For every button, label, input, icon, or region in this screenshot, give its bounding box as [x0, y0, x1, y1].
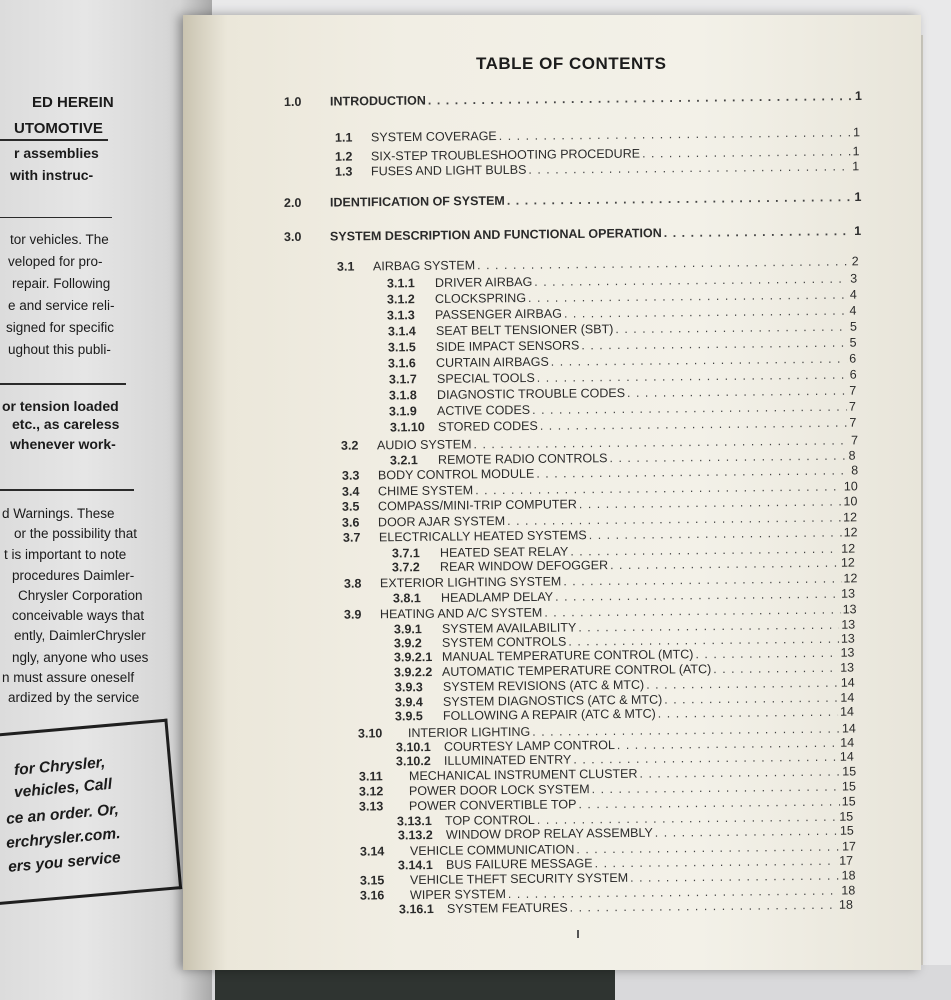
left-text-line: signed for specific — [6, 320, 115, 335]
toc-entry-label: FUSES AND LIGHT BULBS — [371, 162, 527, 179]
toc-leader-dots — [646, 676, 839, 692]
toc-entry-number: 3.12 — [358, 784, 384, 799]
toc-entry-page: 14 — [840, 675, 855, 690]
toc-entry-page: 17 — [839, 853, 854, 868]
toc-leader-dots — [664, 224, 853, 240]
left-text-line: whenever work- — [10, 436, 116, 452]
toc-entry-number: 3.10.2 — [396, 754, 432, 769]
toc-leader-dots — [695, 646, 838, 661]
toc-leader-dots — [654, 824, 837, 840]
left-text-line: veloped for pro- — [8, 254, 103, 269]
toc-entry-label: STORED CODES — [437, 418, 538, 434]
toc-entry-number: 3.1.2 — [386, 292, 415, 307]
toc-entry-label: SYSTEM DESCRIPTION AND FUNCTIONAL OPERATION — [329, 226, 662, 244]
toc-entry-label: DRIVER AIRBAG — [434, 274, 533, 290]
toc-entry-page: 7 — [849, 383, 857, 398]
left-text-line: ED HEREIN — [32, 94, 114, 111]
toc-entry-page: 5 — [849, 335, 857, 350]
toc-entry-number: 3.9.3 — [394, 680, 423, 695]
toc-entry-label: WIPER SYSTEM — [409, 887, 506, 903]
left-text-line: ently, DaimlerChrysler — [14, 628, 146, 643]
toc-entry-number: 3.9.2.1 — [394, 650, 433, 665]
toc-leader-dots — [570, 898, 838, 915]
toc-entry-label: MECHANICAL INSTRUMENT CLUSTER — [408, 766, 638, 784]
left-text-line: t is important to note — [4, 547, 127, 562]
toc-entry-page: 1 — [852, 125, 860, 140]
toc-entry-label: INTERIOR LIGHTING — [408, 724, 531, 741]
toc-entry-number: 2.0 — [283, 195, 302, 211]
left-text-line: for Chrysler, — [13, 754, 106, 779]
toc-entry-page: 7 — [848, 415, 857, 430]
toc-entry-label: CLOCKSPRING — [434, 291, 527, 306]
toc-entry-number: 1.0 — [283, 94, 302, 110]
left-text-line: ughout this publi- — [8, 342, 111, 357]
toc-entry-label: POWER CONVERTIBLE TOP — [409, 797, 577, 814]
left-text-line: ngly, anyone who uses — [12, 650, 149, 665]
toc-entry-label: MANUAL TEMPERATURE CONTROL (MTC) — [442, 647, 694, 664]
toc-entry-label: SIX-STEP TROUBLESHOOTING PROCEDURE — [371, 146, 641, 164]
toc-entry-number: 3.1.8 — [388, 388, 417, 403]
toc-leader-dots — [639, 765, 840, 781]
toc-entry-number: 1.1 — [334, 130, 353, 145]
toc-entry-label: SYSTEM CONTROLS — [441, 634, 567, 650]
toc-entry-page: 18 — [839, 897, 854, 912]
toc-leader-dots — [564, 304, 848, 321]
left-text-line: Chrysler Corporation — [18, 588, 143, 603]
toc-entry-number: 3.1 — [337, 259, 355, 274]
toc-entry-label: CHIME SYSTEM — [377, 483, 474, 499]
toc-entry-page: 12 — [841, 555, 856, 570]
toc-leader-dots — [555, 587, 839, 604]
left-text-line: d Warnings. These — [2, 506, 115, 521]
toc-entry-page: 7 — [850, 433, 858, 448]
toc-entry-label: AIRBAG SYSTEM — [373, 258, 476, 274]
toc-entry-page: 4 — [849, 287, 857, 302]
toc-entry-number: 3.7.2 — [392, 560, 421, 575]
toc-entry-page: 14 — [840, 749, 855, 764]
left-text-line: ardized by the service — [8, 690, 140, 705]
toc-entry-number: 3.16.1 — [399, 902, 435, 917]
toc-leader-dots — [563, 571, 841, 588]
toc-entry-page: 13 — [840, 645, 855, 660]
toc-entry-page: 15 — [839, 809, 854, 824]
toc-leader-dots — [615, 320, 848, 336]
toc-entry-label: HEATING AND A/C SYSTEM — [380, 605, 543, 622]
toc-entry-number: 3.3 — [341, 468, 359, 483]
toc-entry-page: 13 — [840, 617, 855, 632]
left-text-line: ers you service — [7, 849, 122, 876]
toc-entry-label: BODY CONTROL MODULE — [377, 466, 534, 483]
toc-entry-number: 3.6 — [342, 515, 360, 530]
toc-entry-page: 6 — [849, 367, 857, 382]
toc-entry-page: 12 — [843, 525, 858, 540]
toc-leader-dots — [642, 144, 851, 160]
toc-entry-label: DOOR AJAR SYSTEM — [378, 513, 506, 530]
left-text-line: r assemblies — [14, 145, 99, 161]
toc-entry-label: SEAT BELT TENSIONER (SBT) — [435, 322, 614, 338]
toc-leader-dots — [591, 780, 840, 797]
toc-entry-number: 3.16 — [359, 888, 385, 903]
toc-entry-page: 14 — [840, 704, 855, 719]
toc-entry-number: 3.15 — [359, 873, 385, 888]
toc-entry-number: 3.9.5 — [395, 709, 424, 724]
toc-entry-page: 1 — [854, 88, 863, 104]
toc-entry-label: SYSTEM REVISIONS (ATC & MTC) — [442, 677, 644, 694]
toc-entry-label: VEHICLE COMMUNICATION — [409, 842, 574, 859]
toc-entry-label: SYSTEM FEATURES — [447, 900, 568, 916]
toc-leader-dots — [610, 449, 847, 465]
toc-entry-label: SYSTEM AVAILABILITY — [441, 620, 576, 636]
toc-entry-page: 18 — [841, 868, 856, 883]
toc-entry-number: 3.1.10 — [389, 420, 425, 435]
toc-entry-page: 10 — [843, 479, 858, 494]
toc-entry-page: 14 — [842, 721, 857, 736]
toc-leader-dots — [658, 705, 838, 721]
left-text-line: ce an order. Or, — [5, 801, 120, 828]
page-number-mark — [577, 930, 579, 938]
toc-entry-label: AUDIO SYSTEM — [376, 437, 472, 453]
toc-entry-label: HEADLAMP DELAY — [440, 589, 554, 605]
toc-leader-dots — [627, 384, 847, 400]
toc-entry-number: 3.14 — [359, 844, 384, 859]
toc-entry-label: TOP CONTROL — [445, 812, 536, 828]
toc-entry-number: 3.10.1 — [395, 740, 431, 755]
toc-entry-number: 3.9.1 — [393, 622, 422, 637]
toc-entry-number: 3.11 — [358, 769, 383, 784]
left-text-line: n must assure oneself — [2, 670, 135, 685]
toc-entry-label: SYSTEM COVERAGE — [370, 129, 497, 145]
left-text-line: UTOMOTIVE — [14, 120, 103, 137]
toc-entry-page: 6 — [849, 351, 857, 366]
toc-entry-label: EXTERIOR LIGHTING SYSTEM — [379, 574, 562, 591]
toc-entry-page: 1 — [854, 189, 862, 205]
toc-entry-page: 14 — [840, 690, 855, 705]
toc-entry-label: ELECTRICALLY HEATED SYSTEMS — [378, 528, 587, 545]
left-text-line: with instruc- — [10, 167, 94, 183]
toc-title: TABLE OF CONTENTS — [476, 54, 667, 73]
toc-entry-number: 1.2 — [335, 149, 353, 164]
toc-entry-page: 15 — [839, 823, 854, 838]
left-divider — [0, 217, 112, 218]
toc-entry-number: 3.8 — [343, 576, 362, 591]
toc-entry-label: ACTIVE CODES — [437, 402, 531, 418]
toc-entry-label: ILLUMINATED ENTRY — [444, 752, 572, 768]
toc-entry-number: 3.9 — [344, 607, 362, 622]
toc-leader-dots — [588, 525, 841, 542]
toc-entry-label: CURTAIN AIRBAGS — [436, 354, 550, 370]
toc-entry-page: 13 — [840, 586, 856, 601]
toc-entry-page: 3 — [849, 271, 857, 286]
toc-entry-number: 3.14.1 — [398, 858, 434, 873]
left-text-line: tor vehicles. The — [10, 232, 109, 247]
toc-entry-number: 3.9.2 — [393, 636, 422, 651]
toc-leader-dots — [714, 661, 839, 676]
left-text-line: etc., as careless — [12, 416, 120, 432]
toc-entry-page: 15 — [841, 794, 856, 809]
toc-entry-page: 1 — [852, 144, 860, 159]
toc-entry-page: 13 — [842, 602, 857, 617]
toc-entry-label: WINDOW DROP RELAY ASSEMBLY — [445, 825, 653, 842]
toc-entry-number: 3.1.4 — [387, 324, 416, 339]
toc-entry-label: SPECIAL TOOLS — [436, 370, 535, 386]
left-text-line: procedures Daimler- — [12, 568, 135, 583]
toc-entry-number: 3.9.4 — [394, 695, 423, 710]
left-divider — [0, 489, 134, 491]
toc-entry-page: 15 — [841, 764, 856, 779]
toc-entry-label: INTRODUCTION — [329, 93, 426, 109]
toc-entry-page: 14 — [840, 735, 855, 750]
toc-leader-dots — [610, 556, 839, 572]
toc-entry-number: 3.9.2.2 — [394, 665, 433, 680]
toc-entry-number: 3.2.1 — [390, 453, 419, 468]
toc-entry-page: 7 — [849, 399, 857, 414]
left-text-line: vehicles, Call — [13, 775, 113, 802]
toc-entry-page: 12 — [841, 541, 856, 556]
toc-entry-number: 3.1.6 — [388, 356, 417, 371]
toc-entry-number: 3.7 — [342, 530, 361, 545]
toc-entry-page: 15 — [841, 779, 856, 794]
toc-entry-page: 4 — [849, 303, 857, 318]
toc-entry-number: 3.1.7 — [388, 372, 417, 387]
toc-entry-number: 3.4 — [341, 484, 360, 499]
toc-entry-label: REAR WINDOW DEFOGGER — [440, 558, 609, 574]
toc-leader-dots — [630, 869, 840, 885]
toc-entry-number: 1.3 — [335, 164, 353, 179]
left-text-line: erchrysler.com. — [5, 825, 122, 852]
toc-entry-number: 3.7.1 — [392, 546, 420, 561]
left-text-line: or the possibility that — [14, 526, 138, 541]
toc-entry-label: REMOTE RADIO CONTROLS — [438, 451, 608, 467]
left-page — [0, 0, 212, 1000]
toc-entry-page: 13 — [840, 631, 855, 646]
toc-leader-dots — [578, 795, 840, 812]
toc-entry-number: 3.1.3 — [387, 308, 416, 323]
toc-entry-label: POWER DOOR LOCK SYSTEM — [408, 782, 590, 799]
toc-entry-page: 12 — [843, 571, 858, 586]
toc-entry-number: 3.1.5 — [387, 340, 416, 355]
left-text-line: e and service reli- — [8, 298, 115, 313]
toc-entry-label: HEATED SEAT RELAY — [440, 544, 569, 560]
toc-entry-label: IDENTIFICATION OF SYSTEM — [329, 193, 505, 210]
toc-entry-label: BUS FAILURE MESSAGE — [446, 856, 593, 872]
toc-entry-page: 13 — [840, 660, 855, 675]
toc-entry-label: PASSENGER AIRBAG — [435, 306, 563, 322]
left-divider — [0, 383, 126, 385]
binder-spine — [215, 968, 615, 1000]
left-underline — [0, 139, 108, 141]
toc-entry-page: 1 — [852, 159, 860, 174]
toc-entry-page: 17 — [841, 839, 856, 854]
toc-entry-page: 18 — [841, 883, 856, 898]
toc-entry-page: 2 — [851, 254, 860, 269]
toc-entry-number: 3.5 — [342, 499, 360, 514]
toc-entry-number: 3.10 — [358, 726, 383, 741]
toc-entry-number: 3.13 — [359, 799, 384, 814]
toc-entry-page: 8 — [850, 463, 858, 478]
toc-entry-label: COURTESY LAMP CONTROL — [443, 738, 615, 754]
toc-entry-number: 3.8.1 — [392, 591, 421, 606]
toc-entry-number: 3.2 — [340, 438, 359, 453]
toc-entry-number: 3.1.9 — [389, 404, 418, 419]
toc-entry-label: COMPASS/MINI-TRIP COMPUTER — [378, 497, 578, 514]
toc-entry-label: AUTOMATIC TEMPERATURE CONTROL (ATC) — [442, 662, 712, 679]
toc-entry-label: SIDE IMPACT SENSORS — [435, 338, 580, 354]
toc-entry-page: 1 — [854, 223, 862, 239]
toc-entry-page: 8 — [848, 448, 856, 463]
toc-entry-label: DIAGNOSTIC TROUBLE CODES — [436, 385, 625, 402]
left-text-line: conceivable ways that — [12, 608, 145, 623]
toc-entry-label: SYSTEM DIAGNOSTICS (ATC & MTC) — [442, 692, 663, 709]
left-text-line: or tension loaded — [2, 398, 119, 414]
toc-entry-number: 3.13.2 — [397, 828, 433, 843]
toc-leader-dots — [579, 494, 842, 511]
toc-entry-page: 10 — [843, 494, 858, 509]
toc-entry-page: 12 — [843, 510, 858, 525]
toc-entry-number: 3.0 — [283, 229, 302, 245]
toc-entry-label: VEHICLE THEFT SECURITY SYSTEM — [409, 870, 628, 888]
toc-entry-page: 5 — [849, 319, 857, 334]
toc-entry-label: FOLLOWING A REPAIR (ATC & MTC) — [443, 706, 657, 723]
toc-entry-number: 3.1.1 — [386, 276, 415, 291]
toc-leader-dots — [595, 854, 838, 871]
toc-entry-number: 3.13.1 — [397, 814, 433, 829]
left-text-line: repair. Following — [12, 276, 111, 291]
toc-leader-dots — [581, 336, 847, 353]
